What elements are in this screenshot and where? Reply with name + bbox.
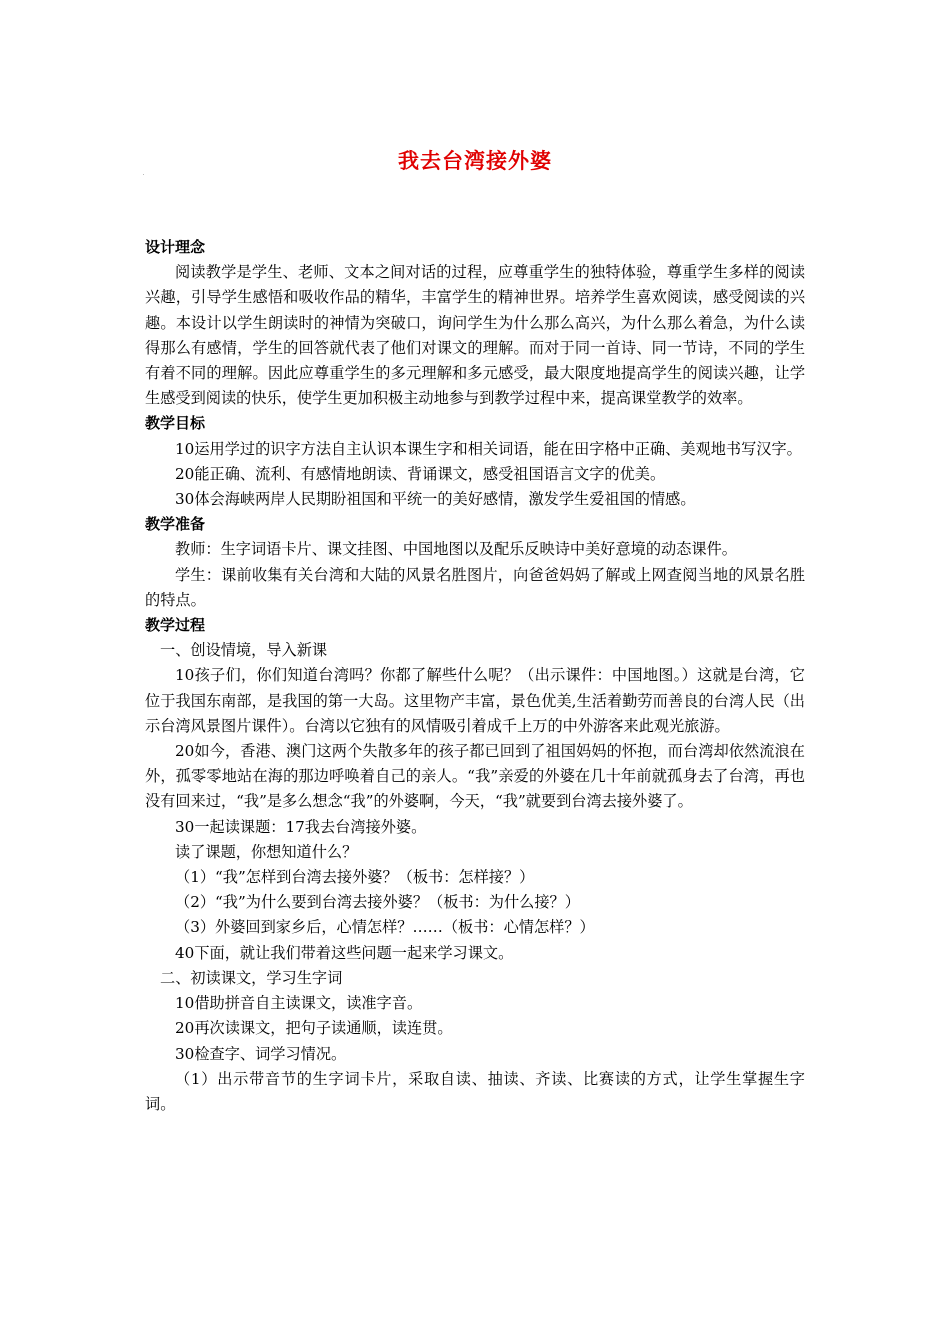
paragraph: 20如今，香港、澳门这两个失散多年的孩子都已回到了祖国妈妈的怀抱，而台湾却依然流浪在外，孤零零地站在海的那边呼唤着自己的亲人。“我”亲爱的外婆在几十年前就孤身去了台湾，再也没有回来过，“我”是多么想念“我”的外婆啊，今天，“我”就要到台湾去接外婆了。 xyxy=(145,742,805,811)
section-heading-process: 教学过程 xyxy=(145,616,206,635)
paragraph: 20能正确、流利、有感情地朗读、背诵课文，感受祖国语言文字的优美。 xyxy=(175,464,666,483)
subsection-heading: 一、创设情境，导入新课 xyxy=(160,641,328,660)
paragraph: 40下面，就让我们带着这些问题一起来学习课文。 xyxy=(175,943,514,962)
question-item: （3）外婆回到家乡后，心情怎样？……（板书：心情怎样？） xyxy=(175,918,595,937)
paragraph: 教师：生字词语卡片、课文挂图、中国地图以及配乐反映诗中美好意境的动态课件。 xyxy=(175,540,737,559)
paragraph: （1）出示带音节的生字词卡片，采取自读、抽读、齐读、比赛读的方式，让学生掌握生字词。 xyxy=(145,1069,805,1113)
subsection-heading: 二、初读课文，学习生字词 xyxy=(160,968,343,987)
section-heading-design: 设计理念 xyxy=(145,238,206,256)
paragraph: 10运用学过的识字方法自主认识本课生字和相关词语，能在田字格中正确、美观地书写汉字。 xyxy=(175,439,802,458)
section-heading-prep: 教学准备 xyxy=(145,515,206,534)
paragraph: 学生：课前收集有关台湾和大陆的风景名胜图片，向爸爸妈妈了解或上网查阅当地的风景名胜的特点。 xyxy=(145,565,805,609)
paragraph: 10孩子们，你们知道台湾吗？你都了解些什么呢？（出示课件：中国地图。）这就是台湾，它位于我国东南部，是我国的第一大岛。这里物产丰富，景色优美,生活着勤劳而善良的台湾人民（出示台湾风景图片课件）。台湾以它独有的风情吸引着成千上万的中外游客来此观光旅游。 xyxy=(145,666,805,735)
paragraph: 30体会海峡两岸人民期盼祖国和平统一的美好感情，激发学生爱祖国的情感。 xyxy=(175,490,696,509)
paragraph: 读了课题，你想知道什么？ xyxy=(175,842,358,861)
section-heading-goals: 教学目标 xyxy=(145,414,206,433)
paragraph: 30检查字、词学习情况。 xyxy=(175,1044,347,1063)
paragraph: 30一起读课题：17我去台湾接外婆。 xyxy=(175,817,427,836)
document-body xyxy=(145,235,805,1117)
question-item: （2）“我”为什么要到台湾去接外婆？（板书：为什么接？） xyxy=(175,893,580,912)
paragraph: 20再次读课文，把句子读通顺，读连贯。 xyxy=(175,1019,453,1038)
paragraph: 10借助拼音自主读课文，读准字音。 xyxy=(175,994,423,1013)
question-item: （1）“我”怎样到台湾去接外婆？（板书：怎样接？） xyxy=(175,868,535,887)
document-title: 我去台湾接外婆 xyxy=(398,149,552,173)
paragraph: 阅读教学是学生、老师、文本之间对话的过程，应尊重学生的独特体验，尊重学生多样的阅读兴趣，引导学生感悟和吸收作品的精华，丰富学生的精神世界。培养学生喜欢阅读，感受阅读的兴趣。本设计以学生朗读时的神情为突破口，询问学生为什么那么高兴，为什么那么着急，为什么读得那么有感情，学生的回答就代表了他们对课文的理解。而对于同一首诗、同一节诗，不同的学生有着不同的理解。因此应尊重学生的多元理解和多元感受，最大限度地提高学生的阅读兴趣，让学生感受到阅读的快乐，使学生更加积极主动地参与到教学过程中来，提高课堂教学的效率。 xyxy=(145,263,805,408)
